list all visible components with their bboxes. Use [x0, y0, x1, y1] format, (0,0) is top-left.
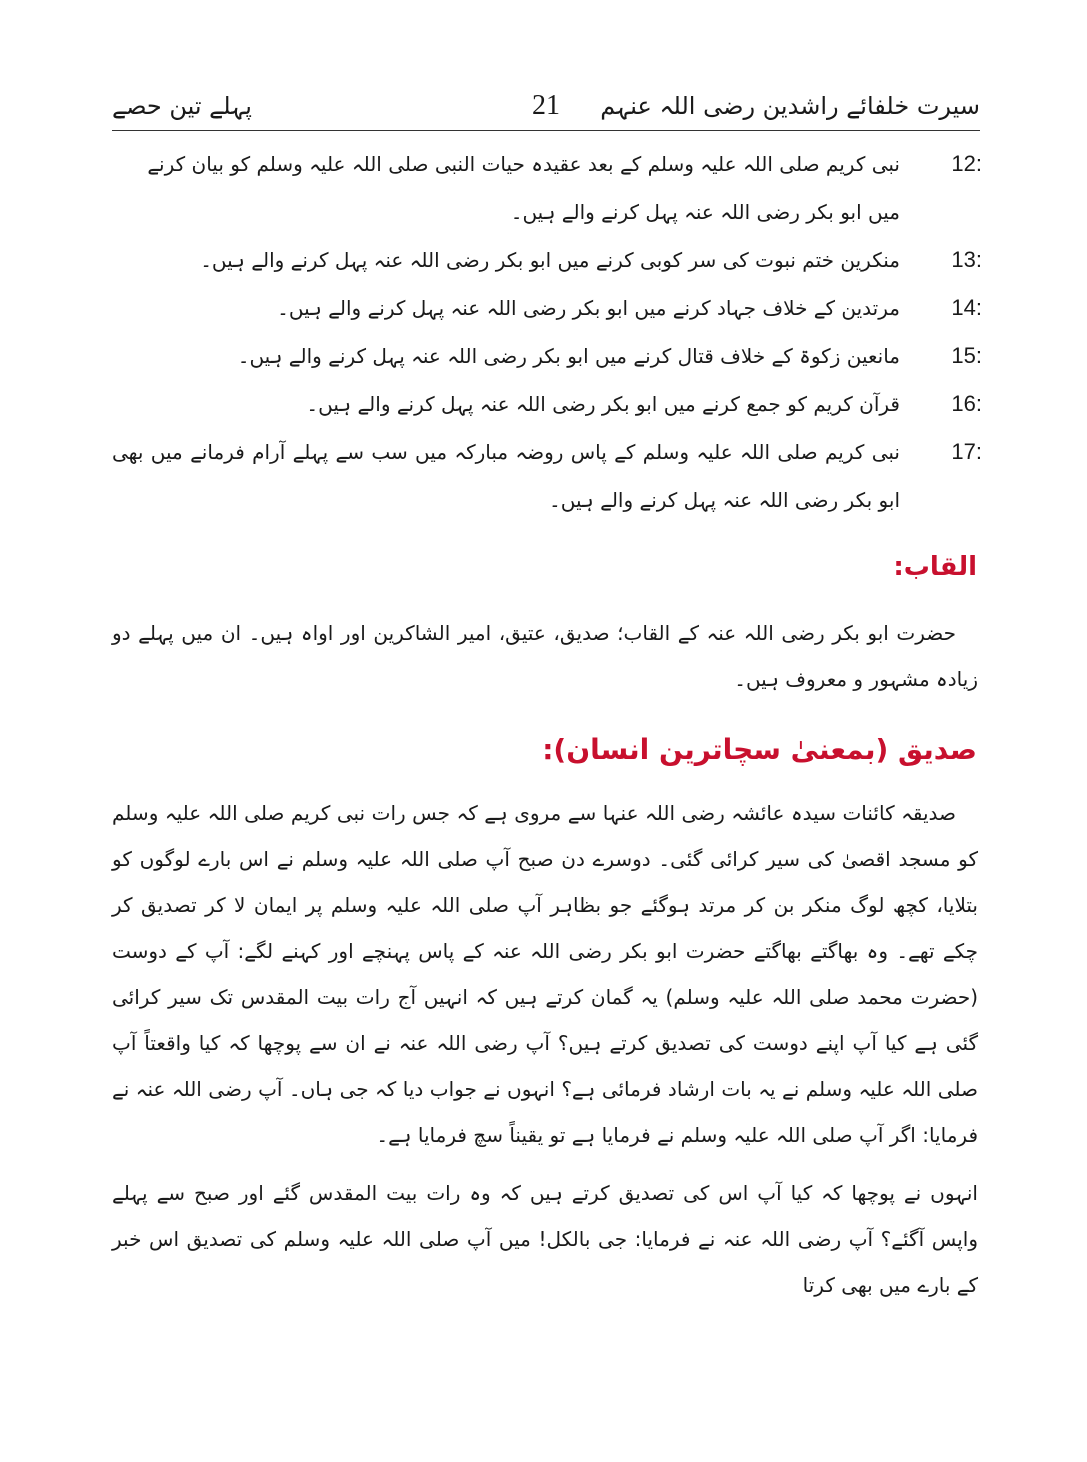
item-text: قرآن کریم کو جمع کرنے میں ابو بکر رضی اللہ عنہ پہل کرنے والے ہیں۔	[306, 392, 900, 416]
item-number: 16:	[951, 391, 982, 416]
item-number: 12:	[951, 151, 982, 176]
list-item	[112, 428, 982, 524]
list-item	[112, 332, 982, 380]
item-text: نبی کریم صلی اللہ علیہ وسلم کے بعد عقیدہ حیات النبی صلی اللہ علیہ وسلم کو بیان کرنے میں ابو بکر رضی اللہ عنہ پہل کرنے والے ہیں۔	[147, 152, 900, 224]
item-number: 17:	[951, 439, 982, 464]
section-heading-alqab: القاب:	[893, 552, 977, 582]
page-number: 21	[532, 90, 560, 121]
list-item	[112, 380, 982, 428]
section-heading-siddiq: صدیق (بمعنیٰ سچاترین انسان):	[542, 733, 977, 766]
firsts-list	[112, 140, 982, 524]
item-text: منکرین ختم نبوت کی سر کوبی کرنے میں ابو بکر رضی اللہ عنہ پہل کرنے والے ہیں۔	[200, 248, 900, 272]
book-title: سیرت خلفائے راشدین رضی اللہ عنہم	[600, 92, 980, 120]
item-text: مرتدین کے خلاف جہاد کرنے میں ابو بکر رضی اللہ عنہ پہل کرنے والے ہیں۔	[277, 296, 900, 320]
book-part: پہلے تین حصے	[112, 92, 252, 120]
item-text: نبی کریم صلی اللہ علیہ وسلم کے پاس روضہ مبارکہ میں سب سے پہلے آرام فرمانے میں بھی ابو بکر رضی اللہ عنہ پہل کرنے والے ہیں۔	[112, 440, 900, 512]
item-text: مانعین زکوۃ کے خلاف قتال کرنے میں ابو بکر رضی اللہ عنہ پہل کرنے والے ہیں۔	[237, 344, 900, 368]
running-header	[112, 88, 980, 128]
list-item	[112, 140, 982, 236]
alqab-paragraph: حضرت ابو بکر رضی اللہ عنہ کے القاب؛ صدیق، عتیق، امیر الشاکرین اور اواہ ہیں۔ ان میں پہلے دو زیادہ مشہور و معروف ہیں۔	[112, 621, 978, 691]
item-number: 15:	[951, 343, 982, 368]
header-divider	[112, 130, 980, 131]
siddiq-paragraph: صدیقہ کائنات سیدہ عائشہ رضی اللہ عنہا سے مروی ہے کہ جس رات نبی کریم صلی اللہ علیہ وسلم کو مسجد اقصیٰ کی سیر کرائی گئی۔ دوسرے دن صبح آپ صلی اللہ علیہ وسلم نے اس بارے لوگوں کو بتلایا، کچھ لوگ منکر بن کر مرتد ہوگئے جو بظاہر آپ صلی اللہ علیہ وسلم پر ایمان لا کر تصدیق کر چکے تھے۔ وہ بھاگتے بھاگتے حضرت ابو بکر رضی اللہ عنہ کے پاس پہنچے اور کہنے لگے: آپ کے دوست (حضرت محمد صلی اللہ علیہ وسلم) یہ گمان کرتے ہیں کہ انہیں آج رات بیت المقدس تک سیر کرائی گئی ہے کیا آپ اپنے دوست کی تصدیق کرتے ہیں؟ آپ رضی اللہ عنہ نے ان سے پوچھا کہ کیا واقعتاً آپ صلی اللہ علیہ وسلم نے یہ بات ارشاد فرمائی ہے؟ انہوں نے جواب دیا کہ جی ہاں۔ آپ رضی اللہ عنہ نے فرمایا: اگر آپ صلی اللہ علیہ وسلم نے فرمایا ہے تو یقیناً سچ فرمایا ہے۔	[112, 801, 978, 1147]
item-number: 14:	[951, 295, 982, 320]
list-item	[112, 284, 982, 332]
list-item	[112, 236, 982, 284]
siddiq-followup-paragraph: انہوں نے پوچھا کہ کیا آپ اس کی تصدیق کرتے ہیں کہ وہ رات بیت المقدس گئے اور صبح سے پہلے واپس آگئے؟ آپ رضی اللہ عنہ نے فرمایا: جی بالکل! میں آپ صلی اللہ علیہ وسلم کی تصدیق اس خبر کے بارے میں بھی کرتا	[112, 1181, 978, 1297]
item-number: 13:	[951, 247, 982, 272]
